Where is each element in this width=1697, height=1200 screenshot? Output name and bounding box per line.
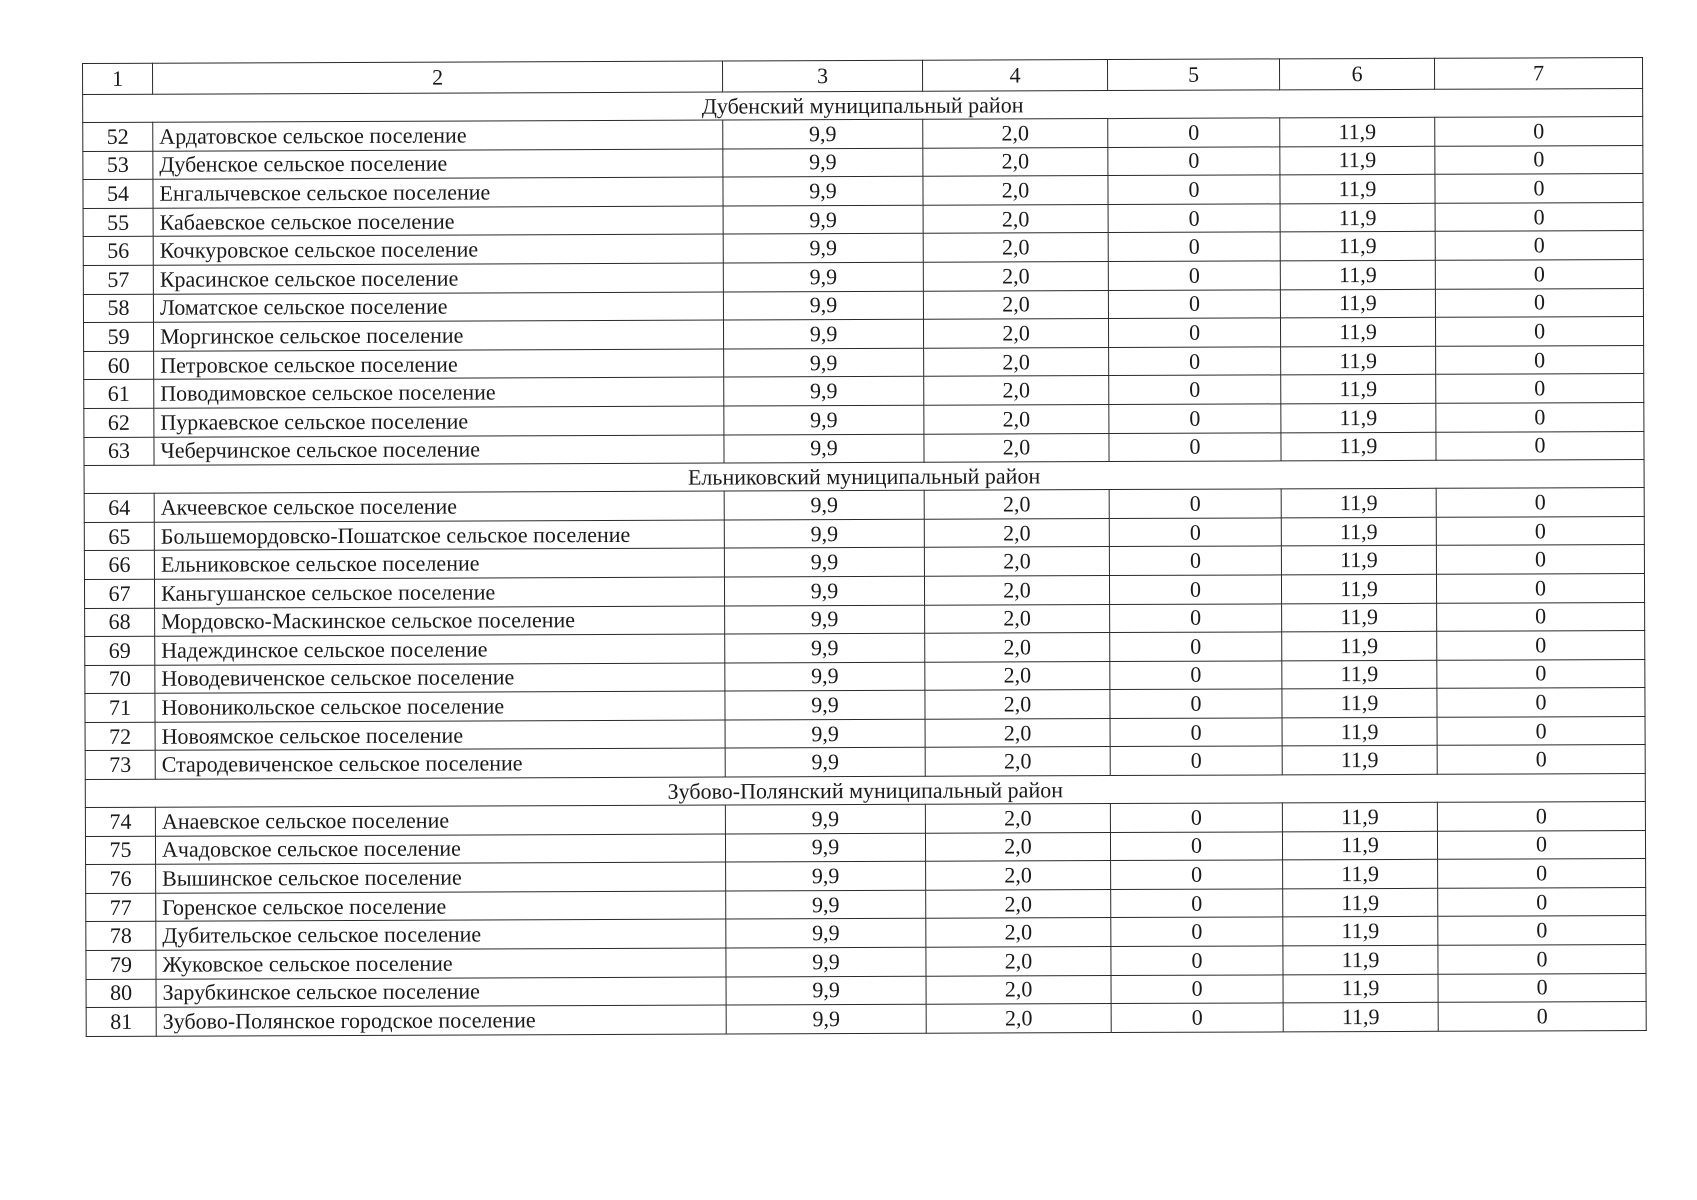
value-cell-7: 0 [1435, 288, 1643, 317]
value-cell-4: 2,0 [923, 262, 1108, 291]
value-cell-7: 0 [1437, 631, 1645, 660]
settlement-name-cell: Енгалычевское сельское поселение [153, 177, 723, 208]
value-cell-3: 9,9 [723, 291, 923, 320]
value-cell-5: 0 [1109, 575, 1281, 604]
value-cell-5: 0 [1109, 518, 1281, 547]
value-cell-6: 11,9 [1282, 802, 1437, 831]
settlement-name-cell: Анаевское сельское поселение [155, 805, 725, 836]
value-cell-3: 9,9 [725, 748, 925, 777]
row-number-cell: 69 [85, 636, 155, 665]
settlement-name-cell: Пуркаевское сельское поселение [154, 406, 724, 437]
value-cell-4: 2,0 [925, 604, 1110, 633]
row-number-cell: 70 [85, 665, 155, 694]
value-cell-3: 9,9 [723, 119, 923, 148]
settlement-name-cell: Дубенское сельское поселение [153, 149, 723, 180]
value-cell-7: 0 [1436, 545, 1644, 574]
row-number-cell: 68 [85, 608, 155, 637]
value-cell-7: 0 [1435, 174, 1643, 203]
value-cell-3: 9,9 [723, 148, 923, 177]
value-cell-3: 9,9 [724, 348, 924, 377]
value-cell-5: 0 [1109, 546, 1281, 575]
value-cell-7: 0 [1435, 145, 1643, 174]
value-cell-3: 9,9 [723, 205, 923, 234]
row-number-cell: 73 [85, 751, 155, 780]
settlement-name-cell: Чеберчинское сельское поселение [154, 435, 724, 466]
value-cell-7: 0 [1438, 887, 1646, 916]
value-cell-5: 0 [1110, 718, 1282, 747]
value-cell-6: 11,9 [1283, 888, 1438, 917]
value-cell-5: 0 [1108, 261, 1280, 290]
value-cell-5: 0 [1108, 289, 1280, 318]
row-number-cell: 55 [83, 208, 153, 237]
value-cell-6: 11,9 [1281, 346, 1436, 375]
value-cell-6: 11,9 [1281, 403, 1436, 432]
value-cell-7: 0 [1437, 659, 1645, 688]
settlement-name-cell: Новоямское сельское поселение [155, 720, 725, 751]
value-cell-7: 0 [1436, 573, 1644, 602]
data-table [82, 57, 1647, 1037]
settlement-name-cell: Петровское сельское поселение [154, 349, 724, 380]
settlement-name-cell: Жуковское сельское поселение [156, 948, 726, 979]
row-number-cell: 63 [84, 437, 154, 466]
value-cell-4: 2,0 [924, 404, 1109, 433]
row-number-cell: 74 [85, 807, 155, 836]
value-cell-3: 9,9 [726, 947, 926, 976]
header-cell: 6 [1279, 58, 1434, 90]
value-cell-7: 0 [1436, 345, 1644, 374]
value-cell-6: 11,9 [1280, 317, 1435, 346]
value-cell-3: 9,9 [724, 490, 924, 519]
value-cell-5: 0 [1111, 889, 1283, 918]
settlement-name-cell: Ачадовское сельское поселение [155, 834, 725, 865]
row-number-cell: 62 [84, 408, 154, 437]
value-cell-6: 11,9 [1283, 945, 1438, 974]
row-number-cell: 65 [84, 522, 154, 551]
value-cell-4: 2,0 [924, 376, 1109, 405]
value-cell-4: 2,0 [925, 804, 1110, 833]
row-number-cell: 54 [83, 179, 153, 208]
value-cell-6: 11,9 [1281, 546, 1436, 575]
settlement-name-cell: Ломатское сельское поселение [153, 292, 723, 323]
row-number-cell: 72 [85, 722, 155, 751]
settlement-name-cell: Надеждинское сельское поселение [155, 634, 725, 665]
row-number-cell: 77 [86, 893, 156, 922]
value-cell-7: 0 [1438, 945, 1646, 974]
value-cell-6: 11,9 [1283, 974, 1438, 1003]
row-number-cell: 56 [83, 237, 153, 266]
value-cell-7: 0 [1437, 602, 1645, 631]
value-cell-5: 0 [1108, 118, 1280, 147]
value-cell-6: 11,9 [1281, 375, 1436, 404]
settlement-name-cell: Кочкуровское сельское поселение [153, 234, 723, 265]
table-row [86, 1002, 1646, 1037]
header-cell: 5 [1107, 59, 1279, 91]
value-cell-3: 9,9 [725, 804, 925, 833]
value-cell-6: 11,9 [1280, 146, 1435, 175]
row-number-cell: 57 [83, 265, 153, 294]
value-cell-6: 11,9 [1281, 488, 1436, 517]
value-cell-5: 0 [1110, 689, 1282, 718]
settlement-name-cell: Мордовско-Маскинское сельское поселение [155, 606, 725, 637]
value-cell-4: 2,0 [925, 832, 1110, 861]
row-number-cell: 59 [83, 322, 153, 351]
value-cell-5: 0 [1111, 1003, 1283, 1032]
settlement-name-cell: Моргинское сельское поселение [153, 320, 723, 351]
value-cell-4: 2,0 [925, 747, 1110, 776]
value-cell-3: 9,9 [723, 234, 923, 263]
value-cell-7: 0 [1437, 802, 1645, 831]
settlement-name-cell: Новоникольское сельское поселение [155, 691, 725, 722]
value-cell-5: 0 [1108, 204, 1280, 233]
row-number-cell: 67 [84, 579, 154, 608]
value-cell-5: 0 [1111, 975, 1283, 1004]
value-cell-7: 0 [1436, 516, 1644, 545]
value-cell-4: 2,0 [924, 575, 1109, 604]
header-cell: 7 [1434, 58, 1642, 90]
value-cell-7: 0 [1435, 317, 1643, 346]
row-number-cell: 61 [84, 380, 154, 409]
value-cell-4: 2,0 [926, 918, 1111, 947]
row-number-cell: 58 [83, 294, 153, 323]
value-cell-6: 11,9 [1281, 574, 1436, 603]
row-number-cell: 66 [84, 551, 154, 580]
row-number-cell: 79 [86, 950, 156, 979]
header-cell: 1 [83, 63, 153, 94]
value-cell-7: 0 [1435, 231, 1643, 260]
section-title: Дубенский муниципальный район [83, 89, 1643, 123]
settlement-name-cell: Ельниковское сельское поселение [154, 548, 724, 579]
settlement-name-cell: Зарубкинское сельское поселение [156, 977, 726, 1008]
value-cell-4: 2,0 [926, 947, 1111, 976]
value-cell-5: 0 [1110, 603, 1282, 632]
value-cell-5: 0 [1109, 489, 1281, 518]
value-cell-7: 0 [1436, 402, 1644, 431]
value-cell-4: 2,0 [923, 290, 1108, 319]
value-cell-5: 0 [1111, 917, 1283, 946]
value-cell-4: 2,0 [924, 547, 1109, 576]
table-body [83, 58, 1647, 1037]
value-cell-4: 2,0 [923, 204, 1108, 233]
value-cell-6: 11,9 [1280, 117, 1435, 146]
settlement-name-cell: Зубово-Полянское городское поселение [156, 1005, 726, 1036]
value-cell-3: 9,9 [725, 605, 925, 634]
value-cell-3: 9,9 [724, 576, 924, 605]
value-cell-6: 11,9 [1283, 917, 1438, 946]
section-title: Ельниковский муниципальный район [84, 460, 1644, 494]
value-cell-5: 0 [1109, 375, 1281, 404]
row-number-cell: 53 [83, 151, 153, 180]
value-cell-5: 0 [1110, 746, 1282, 775]
value-cell-4: 2,0 [926, 975, 1111, 1004]
value-cell-3: 9,9 [723, 176, 923, 205]
value-cell-7: 0 [1438, 973, 1646, 1002]
value-cell-7: 0 [1435, 259, 1643, 288]
value-cell-7: 0 [1435, 117, 1643, 146]
value-cell-5: 0 [1110, 661, 1282, 690]
value-cell-5: 0 [1108, 318, 1280, 347]
value-cell-6: 11,9 [1280, 203, 1435, 232]
value-cell-7: 0 [1438, 1002, 1646, 1031]
settlement-name-cell: Новодевиченское сельское поселение [155, 663, 725, 694]
value-cell-7: 0 [1436, 431, 1644, 460]
value-cell-6: 11,9 [1282, 717, 1437, 746]
value-cell-3: 9,9 [725, 633, 925, 662]
value-cell-6: 11,9 [1280, 289, 1435, 318]
value-cell-5: 0 [1108, 175, 1280, 204]
value-cell-4: 2,0 [925, 718, 1110, 747]
value-cell-3: 9,9 [725, 719, 925, 748]
value-cell-7: 0 [1438, 916, 1646, 945]
value-cell-3: 9,9 [726, 919, 926, 948]
section-title: Зубово-Полянский муниципальный район [85, 774, 1645, 808]
value-cell-6: 11,9 [1281, 432, 1436, 461]
value-cell-7: 0 [1435, 202, 1643, 231]
value-cell-7: 0 [1437, 688, 1645, 717]
value-cell-5: 0 [1110, 803, 1282, 832]
value-cell-6: 11,9 [1283, 860, 1438, 889]
value-cell-7: 0 [1437, 830, 1645, 859]
value-cell-3: 9,9 [725, 833, 925, 862]
value-cell-5: 0 [1109, 404, 1281, 433]
value-cell-3: 9,9 [724, 377, 924, 406]
value-cell-6: 11,9 [1283, 1003, 1438, 1032]
settlement-name-cell: Дубительское сельское поселение [156, 919, 726, 950]
row-number-cell: 80 [86, 979, 156, 1008]
row-number-cell: 52 [83, 122, 153, 151]
value-cell-3: 9,9 [726, 976, 926, 1005]
value-cell-3: 9,9 [724, 405, 924, 434]
value-cell-6: 11,9 [1280, 174, 1435, 203]
value-cell-6: 11,9 [1281, 517, 1436, 546]
settlement-name-cell: Красинское сельское поселение [153, 263, 723, 294]
value-cell-3: 9,9 [724, 519, 924, 548]
value-cell-6: 11,9 [1282, 603, 1437, 632]
header-cell: 4 [922, 60, 1107, 92]
settlement-name-cell: Стародевиченское сельское поселение [155, 749, 725, 780]
settlement-name-cell: Горенское сельское поселение [156, 891, 726, 922]
row-number-cell: 71 [85, 694, 155, 723]
value-cell-3: 9,9 [726, 862, 926, 891]
value-cell-5: 0 [1110, 832, 1282, 861]
header-cell: 2 [153, 61, 723, 94]
value-cell-5: 0 [1111, 860, 1283, 889]
value-cell-4: 2,0 [923, 176, 1108, 205]
value-cell-4: 2,0 [923, 119, 1108, 148]
settlement-name-cell: Кабаевское сельское поселение [153, 206, 723, 237]
row-number-cell: 78 [86, 922, 156, 951]
settlement-name-cell: Поводимовское сельское поселение [154, 377, 724, 408]
value-cell-4: 2,0 [926, 861, 1111, 890]
value-cell-7: 0 [1437, 745, 1645, 774]
value-cell-3: 9,9 [724, 434, 924, 463]
row-number-cell: 76 [86, 864, 156, 893]
value-cell-3: 9,9 [725, 662, 925, 691]
row-number-cell: 60 [84, 351, 154, 380]
value-cell-5: 0 [1109, 347, 1281, 376]
value-cell-6: 11,9 [1280, 260, 1435, 289]
value-cell-7: 0 [1438, 859, 1646, 888]
value-cell-7: 0 [1436, 374, 1644, 403]
value-cell-4: 2,0 [926, 1004, 1111, 1033]
value-cell-6: 11,9 [1282, 746, 1437, 775]
value-cell-4: 2,0 [924, 518, 1109, 547]
settlement-name-cell: Акчеевское сельское поселение [154, 491, 724, 522]
value-cell-6: 11,9 [1282, 631, 1437, 660]
value-cell-3: 9,9 [723, 262, 923, 291]
value-cell-6: 11,9 [1282, 689, 1437, 718]
settlement-name-cell: Каньгушанское сельское поселение [154, 577, 724, 608]
value-cell-3: 9,9 [724, 548, 924, 577]
settlement-name-cell: Большемордовско-Пошатское сельское поселение [154, 520, 724, 551]
value-cell-3: 9,9 [726, 1004, 926, 1033]
row-number-cell: 75 [85, 836, 155, 865]
value-cell-5: 0 [1110, 632, 1282, 661]
value-cell-4: 2,0 [924, 347, 1109, 376]
value-cell-7: 0 [1437, 716, 1645, 745]
value-cell-5: 0 [1108, 232, 1280, 261]
value-cell-6: 11,9 [1282, 831, 1437, 860]
value-cell-4: 2,0 [926, 889, 1111, 918]
value-cell-7: 0 [1436, 488, 1644, 517]
value-cell-5: 0 [1108, 146, 1280, 175]
value-cell-4: 2,0 [925, 633, 1110, 662]
row-number-cell: 64 [84, 493, 154, 522]
value-cell-4: 2,0 [923, 233, 1108, 262]
settlement-name-cell: Вышинское сельское поселение [156, 862, 726, 893]
value-cell-3: 9,9 [726, 890, 926, 919]
value-cell-4: 2,0 [925, 661, 1110, 690]
header-cell: 3 [722, 60, 922, 92]
value-cell-5: 0 [1109, 432, 1281, 461]
value-cell-6: 11,9 [1282, 660, 1437, 689]
value-cell-4: 2,0 [925, 690, 1110, 719]
value-cell-4: 2,0 [923, 319, 1108, 348]
value-cell-4: 2,0 [923, 147, 1108, 176]
value-cell-3: 9,9 [723, 319, 923, 348]
row-number-cell: 81 [86, 1007, 156, 1036]
value-cell-6: 11,9 [1280, 232, 1435, 261]
value-cell-4: 2,0 [924, 433, 1109, 462]
settlement-name-cell: Ардатовское сельское поселение [153, 120, 723, 151]
value-cell-3: 9,9 [725, 691, 925, 720]
value-cell-4: 2,0 [924, 490, 1109, 519]
value-cell-5: 0 [1111, 946, 1283, 975]
